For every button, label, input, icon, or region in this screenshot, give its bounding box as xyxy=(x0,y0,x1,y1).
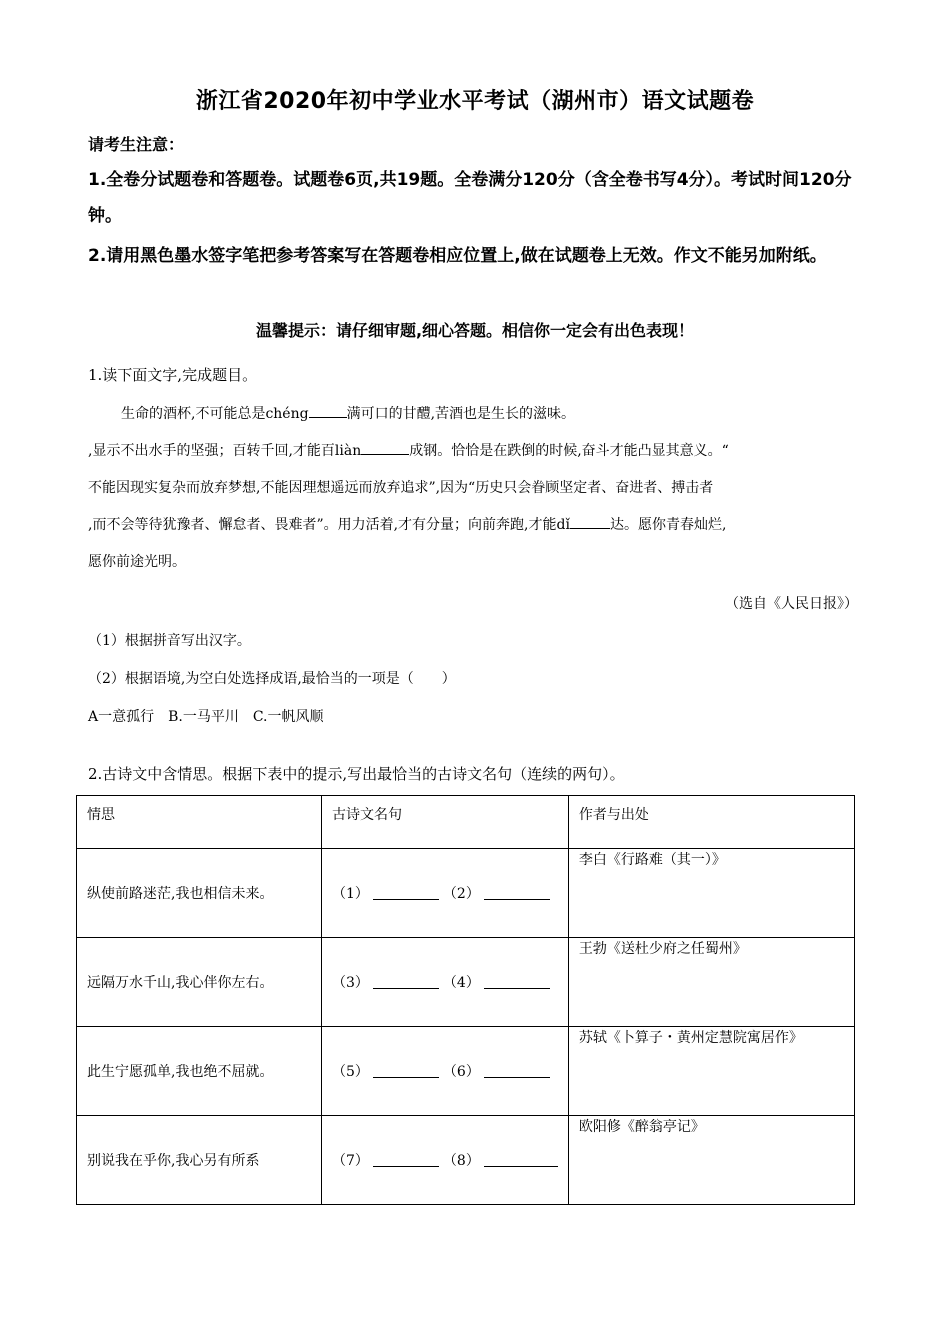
answer-line[interactable] xyxy=(484,1065,550,1078)
answer-line[interactable] xyxy=(484,976,550,989)
passage-text: ,而不会等待犹豫者、懈怠者、畏难者”。用力活着,才有分量；向前奔跑,才能dǐ xyxy=(88,517,570,533)
feeling-text: 远隔万水千山,我心伴你左右。 xyxy=(87,975,274,991)
answer-number: （6） xyxy=(442,1064,480,1080)
passage-line-1 xyxy=(88,396,860,433)
passage xyxy=(88,396,860,581)
notice-heading: 请考生注意： xyxy=(88,135,185,154)
answer-cell xyxy=(322,1116,569,1205)
answer-blank-1[interactable] xyxy=(309,403,347,418)
answer-cell xyxy=(322,849,569,938)
answer-line[interactable] xyxy=(373,1154,439,1167)
passage-text: ,显示不出水手的坚强；百转千回,才能百liàn xyxy=(88,443,362,459)
feeling-text: 此生宁愿孤单,我也绝不屈就。 xyxy=(87,1064,274,1080)
answer-number: （1） xyxy=(332,886,369,902)
poetry-table xyxy=(76,795,855,1205)
answer-number: （2） xyxy=(442,886,480,902)
answer-number: （7） xyxy=(332,1153,369,1169)
answer-line[interactable] xyxy=(373,976,439,989)
source-cell: 苏轼《卜算子・黄州定慧院寓居作》 xyxy=(568,1027,854,1116)
source-cell: 李白《行路难（其一）》 xyxy=(568,849,854,938)
passage-text: 达。愿你青春灿烂, xyxy=(609,517,727,533)
tip-text: 温馨提示：请仔细审题,细心答题。相信你一定会有出色表现！ xyxy=(255,321,695,340)
passage-source: （选自《人民日报》） xyxy=(725,596,858,612)
passage-line-5: 愿你前途光明。 xyxy=(88,554,186,570)
answer-cell xyxy=(322,1027,569,1116)
passage-line-2 xyxy=(88,433,860,470)
table-row xyxy=(77,1116,855,1205)
table-header: 古诗文名句 xyxy=(322,796,569,849)
answer-cell xyxy=(322,938,569,1027)
answer-number: （3） xyxy=(332,975,369,991)
passage-text: 生命的酒杯,不可能总是chéng xyxy=(121,406,309,422)
answer-blank-2[interactable] xyxy=(361,440,409,455)
sub-question-2: （2）根据语境,为空白处选择成语,最恰当的一项是（ ） xyxy=(88,671,456,687)
page-title: 浙江省2020年初中学业水平考试（湖州市）语文试题卷 xyxy=(195,89,755,114)
sub-question-1: （1）根据拼音写出汉字。 xyxy=(88,633,251,649)
answer-options: A一意孤行 B.一马平川 C.一帆风顺 xyxy=(88,709,324,725)
answer-line[interactable] xyxy=(373,1065,439,1078)
answer-number: （5） xyxy=(332,1064,369,1080)
source-cell: 王勃《送杜少府之任蜀州》 xyxy=(568,938,854,1027)
answer-number: （4） xyxy=(442,975,480,991)
source-cell: 欧阳修《醉翁亭记》 xyxy=(568,1116,854,1205)
feeling-cell xyxy=(77,1116,322,1205)
answer-line[interactable] xyxy=(373,887,439,900)
feeling-cell xyxy=(77,849,322,938)
feeling-cell xyxy=(77,1027,322,1116)
question-1-stem: 1.读下面文字,完成题目。 xyxy=(88,366,258,384)
answer-line[interactable] xyxy=(484,1154,558,1167)
notice-item-1: 1.全卷分试题卷和答题卷。试题卷6页,共19题。全卷满分120分（含全卷书写4分）。考试时间120分钟。 xyxy=(88,170,852,226)
table-row xyxy=(77,938,855,1027)
answer-line[interactable] xyxy=(484,887,550,900)
table-header: 作者与出处 xyxy=(568,796,854,849)
table-header-row xyxy=(77,796,855,849)
feeling-text: 纵使前路迷茫,我也相信未来。 xyxy=(87,886,274,902)
feeling-cell xyxy=(77,938,322,1027)
table-row xyxy=(77,1027,855,1116)
answer-number: （8） xyxy=(442,1153,480,1169)
question-2-stem: 2.古诗文中含情思。根据下表中的提示,写出最恰当的古诗文名句（连续的两句）。 xyxy=(88,765,625,783)
passage-text: 满可口的甘醴,苦酒也是生长的滋味。 xyxy=(346,406,576,422)
passage-line-4 xyxy=(88,507,860,544)
feeling-text: 别说我在乎你,我心另有所系 xyxy=(87,1153,260,1169)
passage-text: 成钢。恰恰是在跌倒的时候,奋斗才能凸显其意义。“ xyxy=(409,443,729,459)
passage-line-3: 不能因现实复杂而放弃梦想,不能因理想遥远而放弃追求”,因为“历史只会眷顾坚定者、奋进者、搏击者 xyxy=(88,480,714,496)
table-row xyxy=(77,849,855,938)
answer-blank-3[interactable] xyxy=(570,514,610,529)
notice-item-2: 2.请用黑色墨水签字笔把参考答案写在答题卷相应位置上,做在试题卷上无效。作文不能另加附纸。 xyxy=(88,246,827,266)
table-header: 情思 xyxy=(77,796,322,849)
